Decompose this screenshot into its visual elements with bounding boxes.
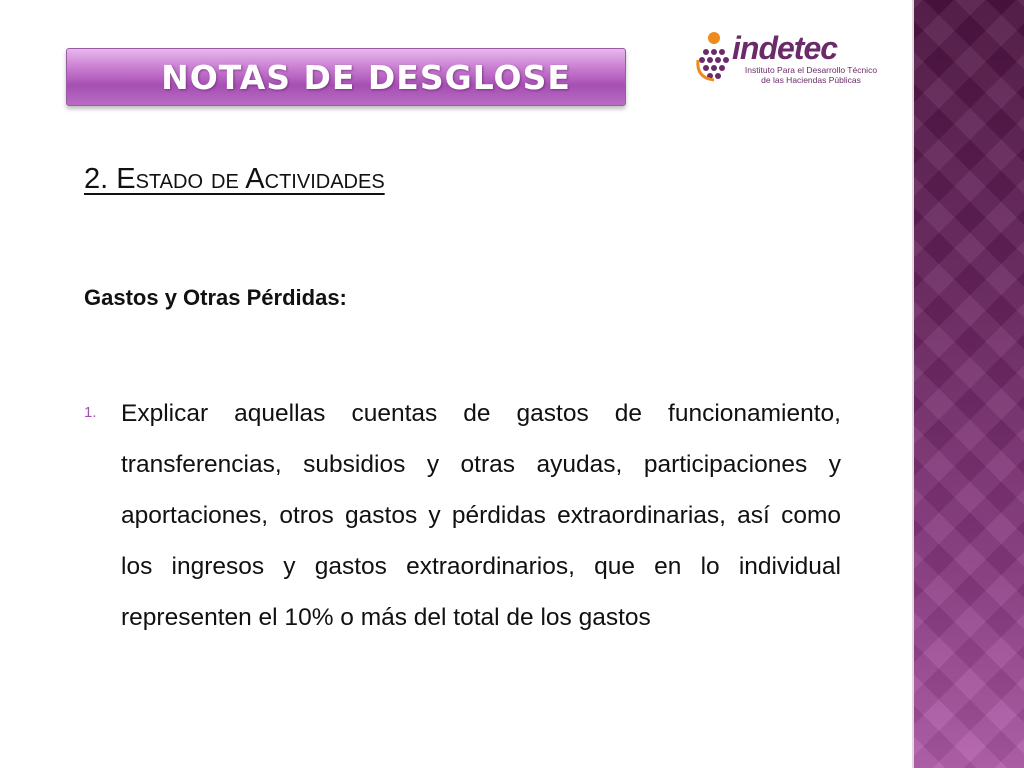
slide-title: NOTAS DE DESGLOSE xyxy=(161,57,571,97)
decorative-side-strip xyxy=(912,0,1024,768)
logo-name: indetec xyxy=(732,30,838,66)
logo-mark-icon xyxy=(694,30,734,82)
logo-subtitle-line-1: Instituto Para el Desarrollo Técnico xyxy=(744,65,878,75)
logo-subtitle xyxy=(736,65,886,85)
section-heading: 2. Estado de Actividades xyxy=(84,163,385,195)
list-item-number: 1. xyxy=(84,404,97,421)
indetec-logo xyxy=(694,22,884,86)
sub-heading: Gastos y Otras Pérdidas: xyxy=(84,285,347,310)
logo-subtitle-line-2: de las Haciendas Públicas xyxy=(761,75,861,85)
list-item-text: Explicar aquellas cuentas de gastos de funcionamiento, transferencias, subsidios y otras ayudas, participaciones y aportaciones, otros gastos y pérdidas extraordinarias, así como los ingresos y gastos extraordinarios, que en lo individual representen el 10% o más del total de los gastos xyxy=(121,400,841,631)
title-banner xyxy=(66,48,626,106)
